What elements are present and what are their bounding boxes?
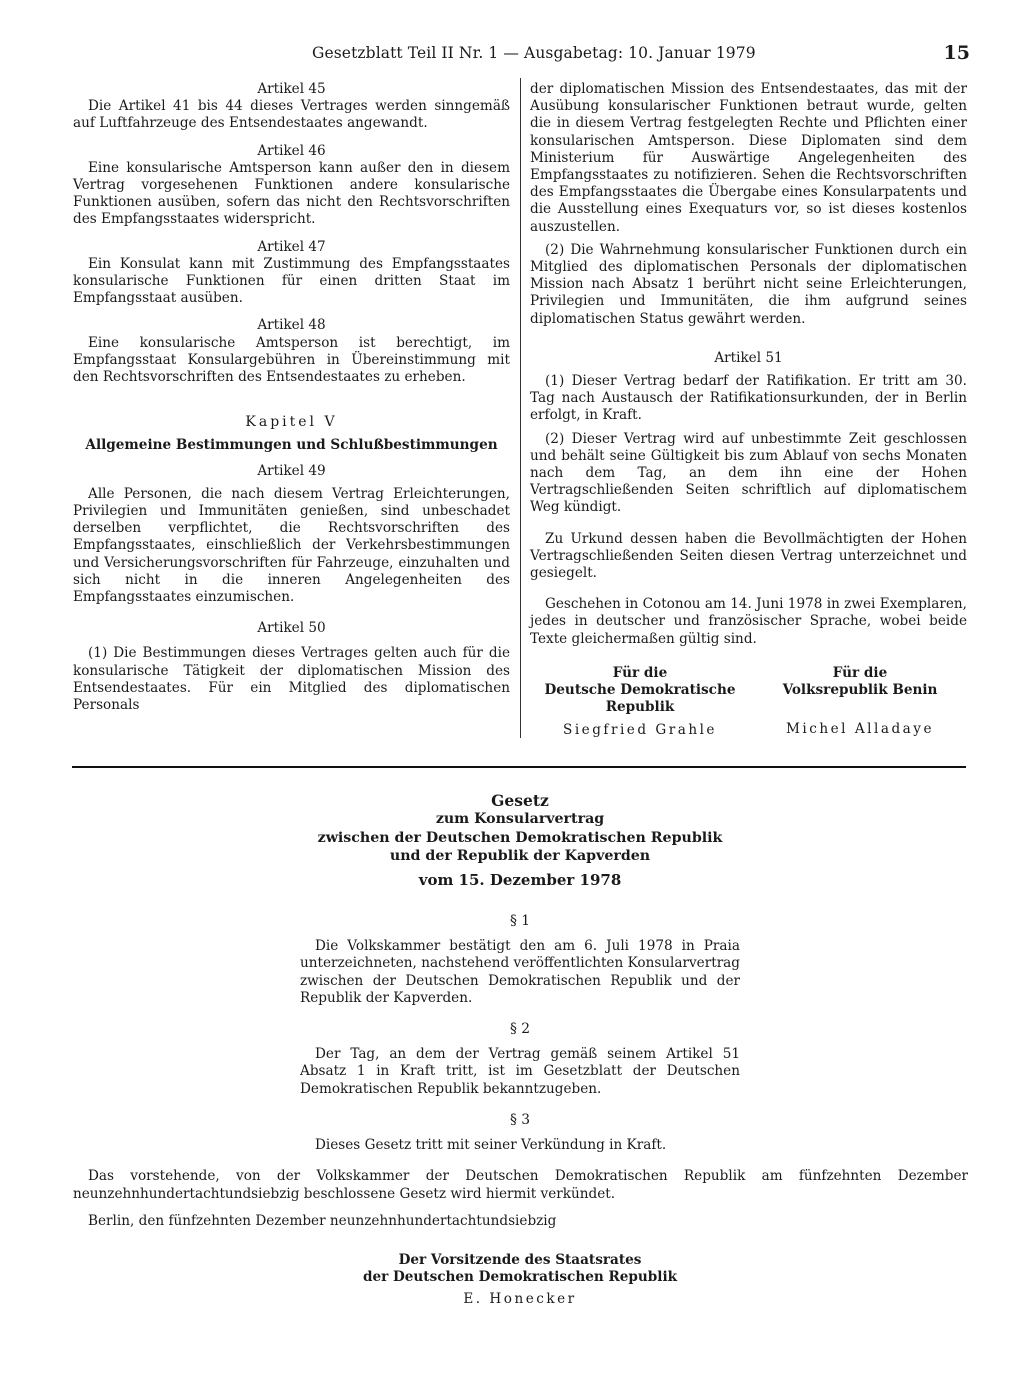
- section-1-text: Die Volkskammer bestätigt den am 6. Juli 1978 in Praia unterzeichneten, nachstehend veröffentlichten Konsularvertrag zwischen der Deutschen Demokratischen Republik und der Republik der Kapverden.: [300, 938, 740, 1006]
- article-50-text-1: (1) Die Bestimmungen dieses Vertrages gelten auch für die konsularische Tätigkeit der diplomatischen Mission des Entsendestaates. Für ein Mitglied des diplomatischen Personals: [73, 645, 510, 714]
- chapter-heading: Kapitel V: [245, 414, 338, 431]
- article-51-text-2: (2) Dieser Vertrag wird auf unbestimmte Zeit geschlossen und behält seine Gültigkeit bis zum Ablauf von sechs Monaten nach dem Tag, an dem ihn eine der Hohen Vertragschließenden Seiten schriftlich auf diplomatischem Weg kündigt.: [530, 430, 967, 516]
- done-at-clause: Geschehen in Cotonou am 14. Juni 1978 in zwei Exemplaren, jedes in deutscher und französischer Sprache, wobei beide Texte gleichermaßen gültig sind.: [530, 596, 967, 647]
- article-49-text: Alle Personen, die nach diesem Vertrag Erleichterungen, Privilegien und Immunitäten genießen, sind unbeschadet derselben verpflichtet, die Rechtsvorschriften des Empfangsstaates, einschließlich der Verkehrsbestimmungen und Versicherungsvorschriften für Fahrzeuge, einzuhalten und sich nicht in die inneren Angelegenheiten des Empfangsstaates einzumischen.: [73, 485, 510, 606]
- signer-title-line1: Der Vorsitzende des Staatsrates: [398, 1252, 642, 1268]
- article-46-text: Eine konsularische Amtsperson kann außer den in diesem Vertrag vorgesehenen Funktionen andere konsularische Funktionen ausüben, sofern das nicht den Rechtsvorschriften des Empfangsstaates widerspricht.: [73, 159, 510, 228]
- article-51-text-1: (1) Dieser Vertrag bedarf der Ratifikation. Er tritt am 30. Tag nach Austausch der Ratifikationsurkunden, der in Berlin erfolgt, in Kraft.: [530, 373, 967, 424]
- promulgation-block: [73, 1168, 968, 1231]
- signature-block-gdr: [540, 665, 740, 739]
- right-column: [530, 81, 967, 648]
- head-of-state-signature: [300, 1252, 740, 1309]
- page-header: [70, 44, 970, 74]
- section-3-text: Dieses Gesetz tritt mit seiner Verkündung in Kraft.: [315, 1137, 667, 1154]
- article-45-text: Die Artikel 41 bis 44 dieses Vertrages werden sinngemäß auf Luftfahrzeuge des Entsendestaates angewandt.: [73, 98, 510, 132]
- article-48-text: Eine konsularische Amtsperson ist berechtigt, im Empfangsstaat Konsulargebühren in Übereinstimmung mit den Rechtsvorschriften des Entsendestaates zu erheben.: [73, 334, 510, 386]
- section-3-heading: § 3: [509, 1111, 531, 1128]
- law-body: [300, 913, 740, 1154]
- signature-gdr-line2: Deutsche Demokratische: [544, 682, 736, 699]
- article-48-heading: Artikel 48: [257, 317, 326, 334]
- section-1-heading: § 1: [509, 913, 531, 929]
- section-2-heading: § 2: [509, 1021, 531, 1038]
- signature-benin-line2: Volksrepublik Benin: [782, 682, 938, 699]
- signature-benin-name: Michel Alladaye: [786, 721, 934, 738]
- article-47-heading: Artikel 47: [257, 238, 326, 255]
- page-number: 15: [943, 42, 970, 64]
- signature-gdr-line1: Für die: [612, 665, 668, 681]
- law-title-line4: und der Republik der Kapverden: [389, 847, 651, 864]
- signer-name: E. Honecker: [463, 1291, 577, 1308]
- article-49-heading: Artikel 49: [257, 462, 326, 479]
- article-45-heading: Artikel 45: [257, 81, 326, 97]
- article-47-text: Ein Konsulat kann mit Zustimmung des Empfangsstaates konsularische Funktionen für einen dritten Staat im Empfangsstaat ausüben.: [73, 255, 510, 307]
- law-date: vom 15. Dezember 1978: [418, 871, 622, 890]
- promulgation-text: Das vorstehende, von der Volkskammer der Deutschen Demokratischen Republik am fünfzehnten Dezember neunzehnhundertachtundsiebzig beschlossene Gesetz wird hiermit verkündet.: [73, 1168, 968, 1202]
- article-46-heading: Artikel 46: [257, 142, 326, 159]
- column-divider: [520, 78, 521, 738]
- header-title: Gesetzblatt Teil II Nr. 1 — Ausgabetag: 10. Januar 1979: [312, 44, 756, 62]
- article-50-text-2: (2) Die Wahrnehmung konsularischer Funktionen durch ein Mitglied des diplomatischen Personals der diplomatischen Mission nach Absatz 1 berührt nicht seine Erleichterungen, Privilegien und Immunitäten, die ihm aufgrund seines diplomatischen Status gewährt werden.: [530, 241, 967, 327]
- chapter-title: Allgemeine Bestimmungen und Schlußbestimmungen: [85, 437, 498, 454]
- signature-gdr-line3: Republik: [605, 699, 675, 716]
- signer-title-line2: der Deutschen Demokratischen Republik: [362, 1269, 678, 1286]
- article-50-continued: der diplomatischen Mission des Entsendestaates, das mit der Ausübung konsularischer Funktionen betraut wurde, gelten die in diesem Vertrag festgelegten Rechte und Pflichten einer konsularischen Amtsperson. Diese Diplomaten sind dem Ministerium für Auswärtige Angelegenheiten des Empfangsstaates zu notifizieren. Sehen die Rechtsvorschriften des Empfangsstaates die Übergabe eines Konsularpatents und die Ausstellung eines Exequaturs vor, so ist dieses kostenlos auszustellen.: [530, 81, 967, 235]
- article-50-heading: Artikel 50: [257, 620, 326, 637]
- law-title-line3: zwischen der Deutschen Demokratischen Republik: [317, 829, 723, 846]
- promulgation-place-date: Berlin, den fünfzehnten Dezember neunzehnhundertachtundsiebzig: [88, 1213, 557, 1229]
- section-divider: [72, 766, 966, 768]
- signature-block-benin: [760, 665, 960, 739]
- witness-clause: Zu Urkund dessen haben die Bevollmächtigten der Hohen Vertragschließenden Seiten diesen Vertrag unterzeichnet und gesiegelt.: [530, 530, 967, 582]
- section-2-text: Der Tag, an dem der Vertrag gemäß seinem Artikel 51 Absatz 1 in Kraft tritt, ist im Gesetzblatt der Deutschen Demokratischen Republik bekanntzugeben.: [300, 1046, 740, 1097]
- signature-gdr-name: Siegfried Grahle: [563, 721, 717, 738]
- law-title-line1: Gesetz: [491, 791, 549, 810]
- law-title-block: [300, 792, 740, 889]
- article-51-heading: Artikel 51: [714, 349, 783, 366]
- left-column: [73, 81, 510, 714]
- law-title-line2: zum Konsularvertrag: [435, 811, 605, 828]
- signature-benin-line1: Für die: [832, 665, 888, 681]
